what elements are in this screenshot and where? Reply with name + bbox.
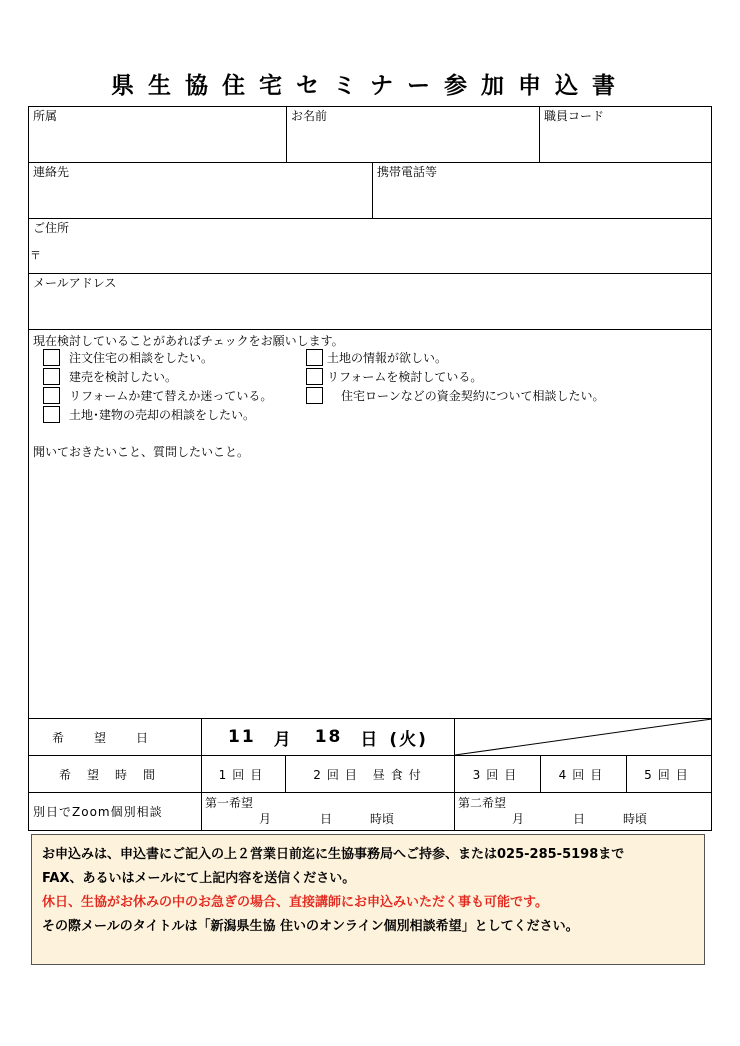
second-choice-field[interactable]	[455, 793, 711, 830]
checkbox[interactable]	[306, 387, 323, 404]
email-label: メールアドレス	[33, 276, 117, 290]
notice-line-1: お申込みは、申込書にご記入の上２営業日前迄に生協事務局へご持参、または025-285-5198まで	[42, 847, 625, 862]
session-2[interactable]: 2回目 昼食付	[286, 756, 455, 792]
question-label: 聞いておきたいこと、質問したいこと。	[33, 445, 250, 459]
checkbox[interactable]	[306, 368, 323, 385]
row-contact	[29, 163, 711, 219]
notice-line-4: その際メールのタイトルは「新潟県生協 住いのオンライン個別相談希望」としてください。	[42, 919, 579, 934]
desired-time-label: 希望時間	[29, 756, 202, 792]
session-4[interactable]: 4回目	[541, 756, 627, 792]
check-loan[interactable]	[306, 387, 605, 404]
weekday: (火)	[389, 729, 428, 750]
checkbox[interactable]	[43, 387, 60, 404]
notice-box	[31, 834, 705, 965]
first-month: 月	[259, 812, 272, 826]
first-time: 時頃	[370, 812, 395, 826]
zoom-label: 別日でZoom個別相談	[29, 793, 202, 830]
day-number: 18	[314, 727, 343, 747]
name-field[interactable]	[287, 107, 540, 162]
check-label: 建売を検討したい。	[69, 370, 178, 384]
session-5[interactable]: 5回目	[644, 767, 694, 782]
contact-field[interactable]	[29, 163, 373, 218]
check-reform[interactable]	[306, 368, 482, 385]
name-label: お名前	[291, 109, 328, 123]
staff-code-label: 職員コード	[544, 109, 605, 123]
contact-label: 連絡先	[33, 165, 70, 179]
application-form	[28, 106, 712, 831]
first-choice-label: 第一希望	[205, 796, 254, 810]
address-field[interactable]	[29, 219, 711, 273]
desired-date-label: 希望日	[29, 719, 202, 755]
session-1[interactable]: 1回目	[202, 756, 286, 792]
checkbox[interactable]	[43, 349, 60, 366]
check-label: 土地･建物の売却の相談をしたい。	[69, 408, 256, 422]
check-label: 住宅ローンなどの資金契約について相談したい。	[341, 389, 605, 403]
notice-line-3: 休日、生協がお休みの中のお急ぎの場合、直接講師にお申込みいただく事も可能です。	[42, 895, 548, 910]
checklist-section	[29, 330, 711, 719]
row-email	[29, 274, 711, 330]
check-reform-or-rebuild[interactable]	[43, 387, 272, 404]
row-desired-date	[29, 719, 711, 756]
desired-date-value	[202, 719, 455, 755]
row-address	[29, 219, 711, 274]
session-3[interactable]: 3回目	[455, 756, 541, 792]
row-zoom	[29, 793, 711, 831]
month-label: 月	[273, 729, 293, 750]
email-field[interactable]	[29, 274, 711, 329]
mobile-label: 携帯電話等	[377, 165, 438, 179]
second-month: 月	[512, 812, 525, 826]
affiliation-field[interactable]	[29, 107, 287, 162]
checkbox[interactable]	[43, 406, 60, 423]
month-number: 11	[228, 727, 256, 747]
check-ready-built[interactable]	[43, 368, 177, 385]
date-blank-cell	[455, 719, 711, 755]
mobile-field[interactable]	[373, 163, 711, 218]
day-label: 日	[360, 729, 380, 750]
checklist-intro: 現在検討していることがあればチェックをお願いします。	[33, 334, 344, 348]
check-land-info[interactable]	[306, 349, 447, 366]
check-custom-home[interactable]	[43, 349, 213, 366]
first-day: 日	[320, 812, 333, 826]
checkbox[interactable]	[306, 349, 323, 366]
check-label: リフォームを検討している。	[327, 370, 483, 384]
first-choice-field[interactable]	[202, 793, 455, 830]
diagonal-line	[455, 719, 712, 756]
second-time: 時頃	[623, 812, 648, 826]
page-title: 県生協住宅セミナー参加申込書	[111, 73, 629, 99]
row-affiliation	[29, 107, 711, 163]
check-label: リフォームか建て替えか迷っている。	[69, 389, 273, 403]
second-day: 日	[573, 812, 586, 826]
staff-code-field[interactable]	[540, 107, 711, 162]
check-label: 土地の情報が欲しい。	[327, 351, 448, 365]
affiliation-label: 所属	[33, 109, 58, 123]
checkbox[interactable]	[43, 368, 60, 385]
postal-mark: 〒	[30, 249, 41, 262]
address-label: ご住所	[33, 221, 70, 235]
check-sale[interactable]	[43, 406, 255, 423]
check-label: 注文住宅の相談をしたい。	[69, 351, 214, 365]
second-choice-label: 第二希望	[458, 796, 507, 810]
row-desired-time	[29, 756, 711, 793]
notice-line-2: FAX、あるいはメールにて上記内容を送信ください。	[42, 871, 356, 886]
